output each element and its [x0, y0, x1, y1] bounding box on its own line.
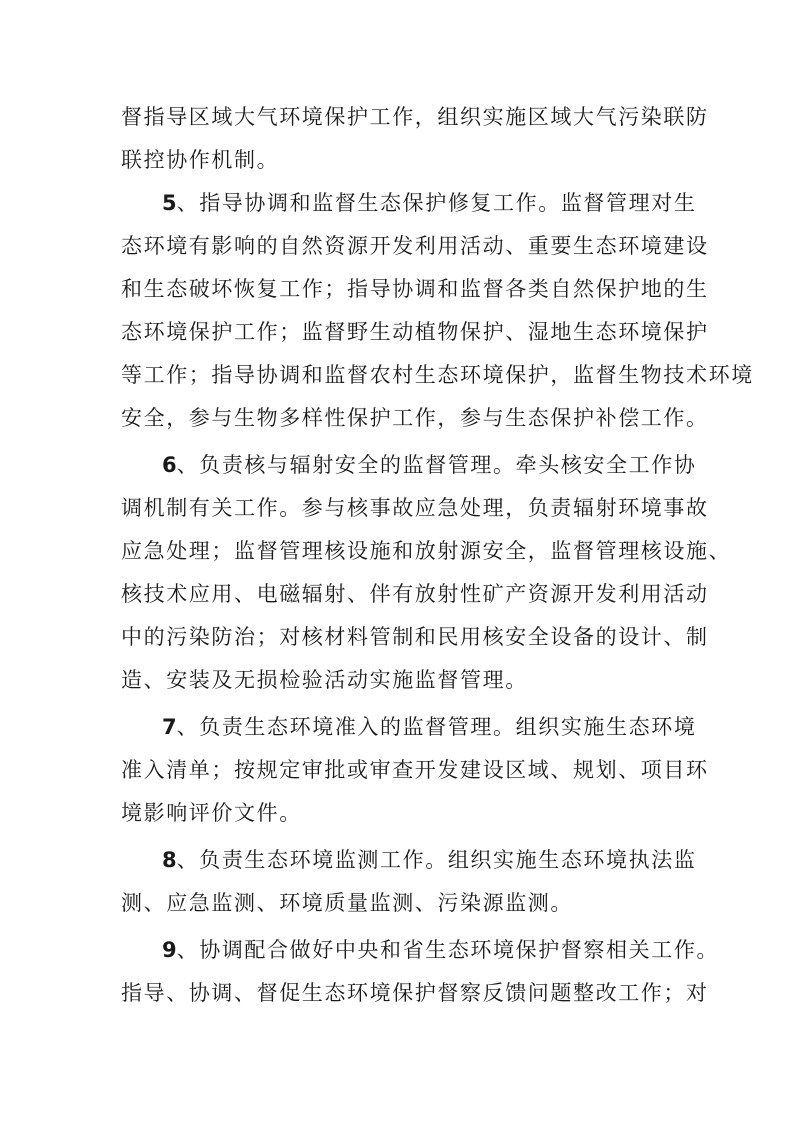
paragraph-line: 6、负责核与辐射安全的监督管理。牵头核安全工作协: [162, 453, 697, 477]
paragraph-line: 造、安装及无损检验活动实施监督管理。: [121, 668, 528, 692]
paragraph-line: 5、指导协调和监督生态保护修复工作。监督管理对生: [162, 191, 697, 215]
paragraph-line: 中的污染防治；对核材料管制和民用核安全设备的设计、制: [121, 625, 709, 649]
paragraph-line: 境影响评价文件。: [121, 801, 302, 825]
paragraph-line: 安全，参与生物多样性保护工作，参与生态保护补偿工作。: [121, 406, 709, 430]
paragraph-line: 9、协调配合做好中央和省生态环境保护督察相关工作。: [162, 938, 720, 962]
item-number: 5: [162, 191, 177, 215]
paragraph-line: 应急处理；监督管理核设施和放射源安全，监督管理核设施、: [121, 539, 732, 563]
paragraph-line: 调机制有关工作。参与核事故应急处理，负责辐射环境事故: [121, 496, 709, 520]
item-number: 8: [162, 848, 177, 872]
paragraph-line: 和生态破坏恢复工作；指导协调和监督各类自然保护地的生: [121, 277, 709, 301]
item-number: 7: [162, 715, 177, 739]
paragraph-line: 联控协作机制。: [121, 148, 280, 172]
paragraph-line: 核技术应用、电磁辐射、伴有放射性矿产资源开发利用活动: [121, 582, 709, 606]
paragraph-line: 7、负责生态环境准入的监督管理。组织实施生态环境: [162, 715, 697, 739]
paragraph-line: 态环境保护工作；监督野生动植物保护、湿地生态环境保护: [121, 320, 709, 344]
paragraph-line: 8、负责生态环境监测工作。组织实施生态环境执法监: [162, 848, 697, 872]
paragraph-line: 指导、协调、督促生态环境保护督察反馈问题整改工作；对: [121, 981, 709, 1005]
paragraph-line: 测、应急监测、环境质量监测、污染源监测。: [121, 891, 573, 915]
paragraph-line: 准入清单；按规定审批或审查开发建设区域、规划、项目环: [121, 758, 709, 782]
item-number: 9: [162, 938, 177, 962]
paragraph-line: 等工作；指导协调和监督农村生态环境保护，监督生物技术环境: [121, 363, 754, 387]
paragraph-line: 态环境有影响的自然资源开发利用活动、重要生态环境建设: [121, 234, 709, 258]
paragraph-line: 督指导区域大气环境保护工作，组织实施区域大气污染联防: [121, 105, 709, 129]
item-number: 6: [162, 453, 177, 477]
